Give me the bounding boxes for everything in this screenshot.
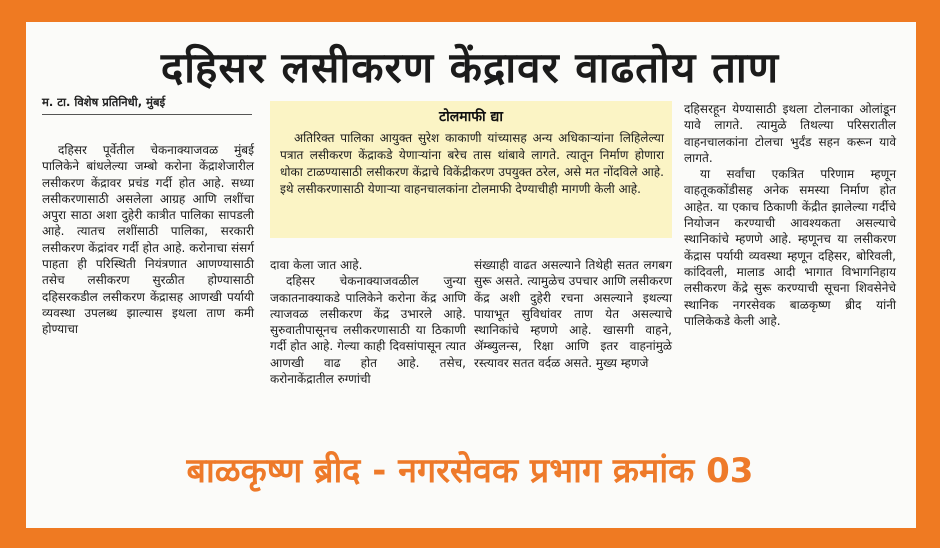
sidebar-box-body	[280, 130, 664, 198]
byline: म. टा. विशेष प्रतिनिधी, मुंबई	[42, 95, 166, 109]
sidebar-box-text: अतिरिक्त पालिका आयुक्त सुरेश काकाणी यांच्यासह अन्य अधिकाऱ्यांना लिहिलेल्या पत्रात लसीकरण केंद्राकडे येणाऱ्यांना बरेच तास थांबावे लागते. त्यातून निर्माण होणारा धोका टाळण्यासाठी लसीकरण केंद्राचे विकेंद्रीकरण उपयुक्त ठरेल, असे मत नोंदविले आहे. इथे लसीकरणासाठी येणाऱ्या वाहनचालकांना टोलमाफी देण्याचीही मागणी केली आहे.	[280, 131, 664, 196]
column-2-lead: दावा केला जात आहे.	[270, 258, 363, 272]
article-column-1	[42, 142, 254, 338]
column-3-text: संख्याही वाढत असल्याने तिथेही सतत लगबग सुरू असते. त्यामुळेच उपचार आणि लसीकरण केंद्र अशी दुहेरी रचना असल्याने इथल्या पायाभूत सुविधांवर ताण येत असल्याचे स्थानिकांचे म्हणणे आहे. खासगी वाहने, ॲम्ब्युलन्स, रिक्षा आणि इतर वाहनांमुळे रस्त्यावर सतत वर्दळ असते. मुख्य म्हणजे	[474, 258, 672, 370]
sidebar-box-title: टोलमाफी द्या	[439, 109, 503, 125]
headline: दहिसर लसीकरण केंद्रावर वाढतोय ताण	[160, 43, 780, 92]
column-1-text: दहिसर पूर्वेतील चेकनाक्याजवळ मुंबई पालिकेने बांधलेल्या जम्बो करोना केंद्राशेजारील लसीकरण केंद्रावर प्रचंड गर्दी होत आहे. सध्या लसीकरणासाठी असलेला आग्रह आणि लशींचा अपुरा साठा अशा दुहेरी कात्रीत पालिका सापडली आहे. त्यातच लशींसाठी पालिका, सरकारी लसीकरण केंद्रांवर गर्दी होत आहे. करोनाचा संसर्ग पाहता ही परिस्थिती नियंत्रणात आणण्यासाठी तसेच लसीकरण सुरळीत होण्यासाठी दहिसरकडील लसीकरण केंद्रासह आणखी पर्यायी व्यवस्था उपलब्ध झाल्यास इथला ताण कमी होण्याचा	[42, 143, 254, 337]
article-column-3	[474, 257, 672, 371]
article-column-4	[684, 101, 896, 329]
column-4-paragraph-1: दहिसरहून येण्यासाठी इथला टोलनाका ओलांडून यावे लागते. त्यामुळे तिथल्या परिसरातील वाहनचालकांना टोलचा भुर्दंड सहन करून यावे लागते.	[684, 102, 896, 165]
column-2-text: दहिसर चेकनाक्याजवळील जुन्या जकातनाक्याकडे पालिकेने करोना केंद्र आणि त्याजवळ लसीकरण केंद्र उभारले आहे. सुरुवातीपासूनच लसीकरणासाठी या ठिकाणी गर्दी होत आहे. गेल्या काही दिवसांपासून त्यात आणखी वाढ होत आहे. तसेच, करोनाकेंद्रातील रुग्णांची	[270, 274, 466, 387]
article-column-2	[270, 257, 466, 387]
column-4-paragraph-2: या सर्वांचा एकत्रित परिणाम म्हणून वाहतूककोंडीसह अनेक समस्या निर्माण होत आहेत. या एकाच ठिकाणी केंद्रीत झालेल्या गर्दीचे नियोजन करण्याची आवश्यकता असल्याचे स्थानिकांचे म्हणणे आहे. म्हणूनच या लसीकरण केंद्रास पर्यायी व्यवस्था म्हणून दहिसर, बोरिवली, कांदिवली, मालाड आदी भागात विभागनिहाय लसीकरण केंद्रे सुरू करण्याची सूचना शिवसेनेचे स्थानिक नगरसेवक बाळकृष्ण ब्रीद यांनी पालिकेकडे केली आहे.	[684, 167, 896, 328]
byline-rule	[42, 114, 252, 115]
caption-banner: बाळकृष्ण ब्रीद - नगरसेवक प्रभाग क्रमांक 03	[186, 451, 754, 491]
sidebar-box	[270, 101, 672, 238]
